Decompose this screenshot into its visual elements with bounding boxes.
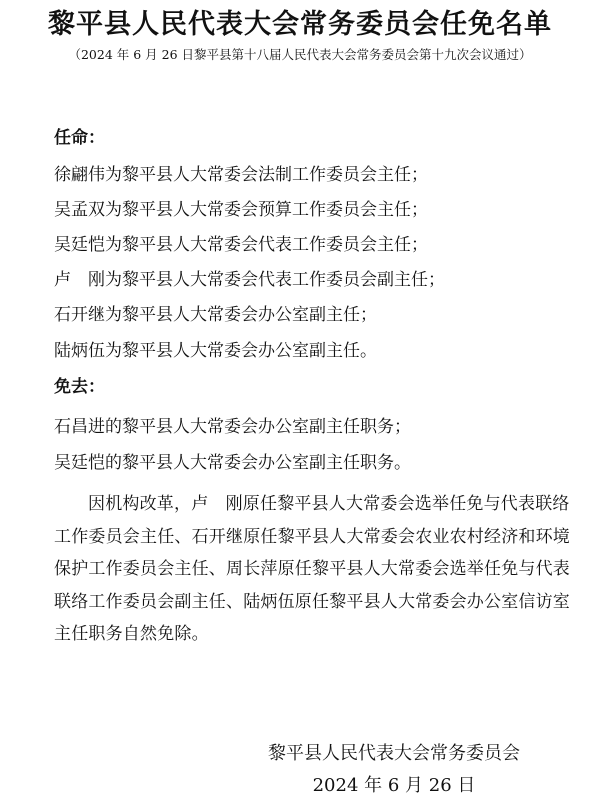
appointment-item: 吴廷恺为黎平县人大常委会代表工作委员会主任； (54, 235, 428, 255)
appointment-item: 陆炳伍为黎平县人大常委会办公室副主任。 (54, 341, 377, 361)
document-title: 黎平县人民代表大会常务委员会任免名单 (48, 9, 552, 40)
appointments-heading: 任命： (54, 128, 105, 148)
signature-block (268, 738, 520, 802)
removal-item: 吴廷恺的黎平县人大常委会办公室副主任职务。 (54, 453, 411, 473)
appointment-item: 徐翩伟为黎平县人大常委会法制工作委员会主任； (54, 165, 428, 185)
signature-organization: 黎平县人民代表大会常务委员会 (268, 743, 520, 764)
appointment-item: 卢 刚为黎平县人大常委会代表工作委员会副主任； (54, 270, 445, 290)
removals-heading: 免去： (54, 377, 105, 397)
appointment-item: 石开继为黎平县人大常委会办公室副主任； (54, 305, 377, 325)
document-subtitle: （2024 年 6 月 26 日黎平县第十八届人民代表大会常务委员会第十九次会议通过） (68, 47, 532, 62)
reform-note: 因机构改革，卢 刚原任黎平县人大常委会选举任免与代表联络工作委员会主任、石开继原任黎平县人大常委会农业农村经济和环境保护工作委员会主任、周长萍原任黎平县人大常委会选举任免与代表联络工作委员会副主任、陆炳伍原任黎平县人大常委会办公室信访室主任职务自然免除。 (54, 494, 570, 645)
removal-item: 石昌进的黎平县人大常委会办公室副主任职务； (54, 417, 411, 437)
appointment-item: 吴孟双为黎平县人大常委会预算工作委员会主任； (54, 200, 428, 220)
signature-date: 2024 年 6 月 26 日 (312, 775, 476, 796)
